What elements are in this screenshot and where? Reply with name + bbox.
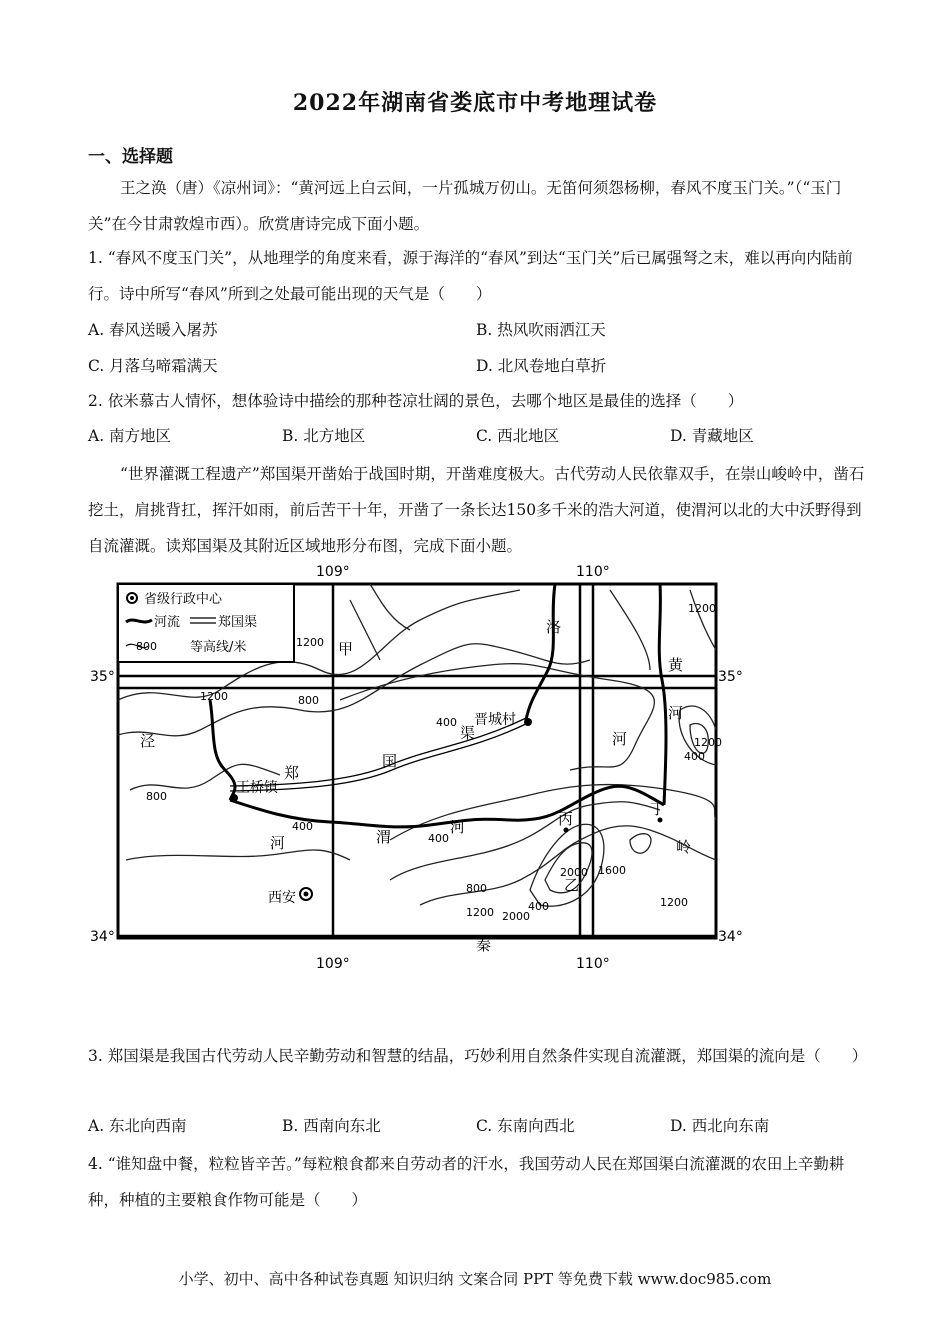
svg-text:1200: 1200	[660, 896, 688, 909]
q3-option-a: A. 东北向西南	[88, 1117, 187, 1135]
svg-text:400: 400	[436, 716, 457, 729]
place-xian: 西安	[268, 890, 296, 906]
river-char-he-luo: 河	[612, 730, 628, 748]
section-heading: 一、选择题	[88, 147, 173, 167]
legend-contour: 等高线/米	[190, 640, 247, 655]
question-1-stem: 1. “春风不度玉门关”，从地理学的角度来看，源于海洋的“春风”到达“玉门关”后已属强弩之末，难以再向内陆前行。诗中所写“春风”所到之处最可能出现的天气是（ ）	[88, 249, 853, 303]
lat-label-35-left: 35°	[90, 669, 115, 685]
q1-option-c: C. 月落乌啼霜满天	[88, 357, 218, 375]
q2-option-c: C. 西北地区	[476, 427, 560, 445]
q3-option-d: D. 西北向东南	[670, 1117, 770, 1135]
canal-char-qu: 渠	[460, 724, 476, 742]
lat-label-35-right: 35°	[718, 669, 743, 685]
river-char-luo: 洛	[546, 618, 562, 636]
lon-label-109-top: 109°	[316, 564, 350, 580]
svg-text:1200: 1200	[200, 690, 228, 703]
passage-liangzhouci: 王之涣（唐）《凉州词》：“黄河远上白云间，一片孤城万仞山。无笛何须怨杨柳，春风不度玉门关。”（“玉门关”在今甘肃敦煌市西）。欣赏唐诗完成下面小题。	[88, 179, 842, 233]
river-char-huang: 黄	[668, 656, 684, 674]
svg-text:1600: 1600	[598, 864, 626, 877]
lon-label-110-bottom: 110°	[576, 956, 610, 972]
lon-label-109-bottom: 109°	[316, 956, 350, 972]
point-ding: 丁	[650, 800, 666, 818]
river-char-he-wei: 河	[450, 818, 466, 836]
river-char-wei: 渭	[376, 828, 392, 846]
page-footer: 小学、初中、高中各种试卷真题 知识归纳 文案合同 PPT 等免费下载 www.doc985.com	[178, 1270, 772, 1288]
svg-text:400: 400	[528, 900, 549, 913]
svg-text:400: 400	[292, 820, 313, 833]
river-char-he-jing: 河	[270, 834, 286, 852]
canal-char-zheng: 郑	[284, 764, 300, 782]
legend-contour-value: 800	[136, 640, 157, 653]
q1-option-b: B. 热风吹雨洒江天	[476, 321, 606, 339]
point-jia: 甲	[338, 640, 354, 658]
q2-option-b: B. 北方地区	[282, 427, 366, 445]
svg-text:2000: 2000	[560, 866, 588, 879]
q3-option-c: C. 东南向西北	[476, 1117, 575, 1135]
legend-river: 河流	[154, 615, 181, 630]
question-2-stem: 2. 依米慕古人情怀，想体验诗中描绘的那种苍凉壮阔的景色，去哪个地区是最佳的选择（ ）	[88, 392, 744, 410]
canal-char-guo: 国	[382, 752, 398, 770]
terrain-map	[90, 560, 750, 980]
lat-label-34-right: 34°	[718, 929, 743, 945]
svg-text:800: 800	[298, 694, 319, 707]
svg-text:800: 800	[146, 790, 167, 803]
point-bing: 丙	[558, 810, 574, 828]
q3-option-b: B. 西南向东北	[282, 1117, 381, 1135]
lat-label-34-left: 34°	[90, 929, 115, 945]
svg-text:400: 400	[428, 832, 449, 845]
svg-text:2000: 2000	[502, 910, 530, 923]
svg-text:1200: 1200	[296, 636, 324, 649]
legend-capital: 省级行政中心	[144, 592, 223, 607]
range-char-ling: 岭	[676, 838, 692, 856]
svg-text:400: 400	[684, 750, 705, 763]
point-yi: 乙	[564, 876, 580, 894]
page-title: 2022年湖南省娄底市中考地理试卷	[292, 90, 658, 116]
question-3-stem: 3. 郑国渠是我国古代劳动人民辛勤劳动和智慧的结晶，巧妙利用自然条件实现自流灌溉，郑国渠的流向是（ ）	[88, 1047, 868, 1065]
jinchengcun-dot	[524, 718, 532, 726]
svg-text:1200: 1200	[466, 906, 494, 919]
passage-zhengguoqu: “世界灌溉工程遗产”郑国渠开凿始于战国时期，开凿难度极大。古代劳动人民依靠双手，在崇山峻岭中，凿石挖土，肩挑背扛，挥汗如雨，前后苦干十年，开凿了一条长达150多千米的浩大河道，使渭河以北的大中沃野得到自流灌溉。读郑国渠及其附近区域地形分布图，完成下面小题。	[88, 465, 865, 555]
river-char-he-yellow: 河	[668, 704, 684, 722]
question-4-stem: 4. “谁知盘中餐，粒粒皆辛苦。”每粒粮食都来自劳动者的汗水，我国劳动人民在郑国渠白流灌溉的农田上辛勤耕种，种植的主要粮食作物可能是（ ）	[88, 1155, 845, 1209]
legend-canal: 郑国渠	[218, 615, 258, 630]
range-char-qin: 秦	[476, 936, 492, 954]
place-wangqiao: 王桥镇	[236, 780, 278, 796]
svg-text:800: 800	[466, 882, 487, 895]
river-char-jing: 泾	[140, 732, 156, 750]
place-jinchengcun: 晋城村	[474, 712, 516, 728]
svg-text:1200: 1200	[688, 602, 716, 615]
river-legend-icon	[126, 620, 152, 622]
q1-option-d: D. 北风卷地白草折	[476, 357, 607, 375]
lon-label-110-top: 110°	[576, 564, 610, 580]
q2-option-d: D. 青藏地区	[670, 427, 754, 445]
q1-option-a: A. 春风送暖入屠苏	[88, 321, 218, 339]
svg-text:1200: 1200	[694, 736, 722, 749]
q2-option-a: A. 南方地区	[88, 427, 172, 445]
